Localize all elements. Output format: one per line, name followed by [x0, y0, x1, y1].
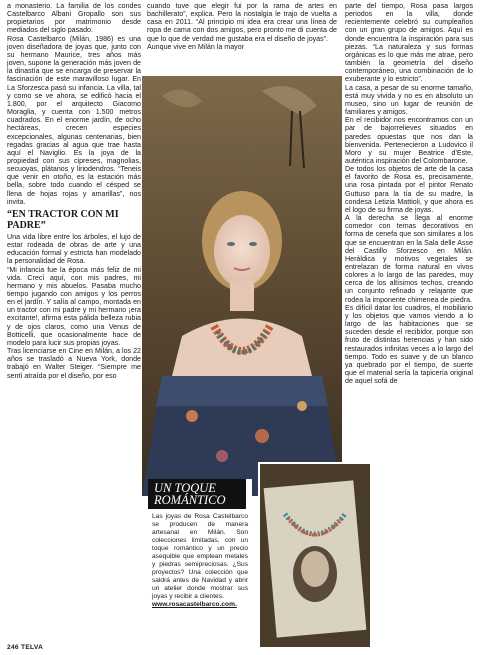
col3-paragraph: parte del tiempo, Rosa pasa largos periodos en la villa, donde recientemente celebró su cumpleaños con un gran grupo de amigos. Aquí es donde encuentra la inspiración para sus piezas. “La naturaleza y sus formas orgánicas es lo que más me atrae, pero también la geometría del diseño contemporáneo, una combinación de lo exuberante y lo estricto”.	[345, 2, 473, 84]
article-column-1	[7, 2, 141, 642]
section-heading: “EN TRACTOR CON MI PADRE”	[7, 208, 119, 231]
col2-paragraph: Aunque vive en Milán la mayor	[147, 42, 244, 51]
col3-paragraph: La casa, a pesar de su enorme tamaño, está muy vivida y no es en absoluto un museo, sino un lugar de reunión de familiares y amigos.	[345, 83, 473, 117]
sidebar-body: Las joyas de Rosa Castelbarco se producen de manera artesanal en Milán. Son colecciones limitadas, con un toque romántico y un precio asequible que emplean metales y piedras semipreciosas. ¿Sus proyectos? Una colección que saldrá antes de Navidad y abrir un atelier donde mostrar sus joyas y recibir a clientes. www.rosacastelbarco.com.	[152, 513, 248, 608]
col1-paragraph: Una vida libre entre los árboles, el lujo de estar rodeada de obras de arte y una educación formal y estricta han modelado la personalidad de Rosa.	[7, 232, 141, 266]
website-link[interactable]: www.rosacastelbarco.com.	[152, 601, 237, 608]
sidebar-title: UN TOQUE ROMÁNTICO	[148, 479, 246, 509]
col1-paragraph: “Mi infancia fue la época más feliz de mi vida. Crecí aquí, con mis padres, mi hermano y mis abuelos. Pasaba mucho tiempo jugando con amigos y los perros en el jardín. Y salía al campo, montada en un tractor con mi padre y mi hermano ¡era excitante!, afirma esta pálida belleza rubia y de ojos claros, como una Venus de Botticelli, que ocasionalmente hace de modelo para lucir sus propias joyas.	[7, 265, 141, 347]
col1-paragraph: Rosa Castelbarco (Milán, 1986) es una joven diseñadora de joyas que, junto con su hermano Maurice, tres años más joven, supone la generación más joven de la dinastía que se encarga de preservar la fascinación de este maravilloso lugar. En La Sforzesca pasó su infancia. La villa, tal y como se ve ahora, se edificó hacia el 1.800, por el arquitecto Giacomo Moraglia, y cuenta con 1.500 metros cuadrados. En el enorme jardín, de ocho hectáreas, crecen especies excepcionales, algunas centenarias, bien regadas gracias al agua que trae hasta aquí el Naviglio. Es la joya de la propiedad con sus cipreses, magnolias, secuoyas, plátanos y liriodendros. “Teneis que venir en otoño, es la estación más bella, sobre todo cuando el césped se llena de hojas rojas y amarillas”, nos invita.	[7, 34, 141, 206]
col3-paragraph: A la derecha se llega al enorme comedor con temas decorativos en forma de cenefa que son similares a los que se encuentran en la Sala delle Asse del Castillo Sforzesco en Milán. Heráldica y motivos vegetales se entrelazan de forma natural en vivos colores a lo largo de las paredes, muy cerca de los altísimos techos, creando un conjunto refinado y relajante que rodea la imponente chimenea de piedra.	[345, 214, 473, 304]
col1-paragraph: Tras licenciarse en Cine en Milán, a los 22 años se trasladó a Nueva York, donde trabajó en Walter Steiger. “Siempre me sentí atraída por el diseño, por eso	[7, 347, 141, 380]
col3-paragraph: En el recibidor nos encontramos con un par de bajorrelieves situados en paredes opuestas que nos dan la bienvenida. Pertenecieron a Ludovico il Moro y su mujer Beatrice d'Este, auténtica inspiración del Colombarone.	[345, 116, 473, 165]
col1-paragraph: a monasterio. La familia de los condes Castelbarco Albani Gropallo son sus propietarios por matrimonio desde mediados del siglo pasado.	[7, 2, 141, 35]
page-folio: 246 TELVA	[7, 644, 44, 651]
col2-paragraph: cuando tuve que elegir fui por la rama de artes en bachillerato”, explica. Pero la nostalgia le trajo de vuelta a casa en 2011. “Al principio mi idea era crear una línea de ropa de cama con dos amigos, pero pronto me di cuenta de que lo que de verdad me gustaba era el diseño de joyas”.	[147, 2, 337, 43]
col3-paragraph: Es difícil datar los cuadros, el mobiliario y los objetos que vamos viendo a lo largo de las habitaciones que se suceden desde el recibidor, porque son fruto de distintas herencias y han sido restaurados infinitas veces a lo largo del tiempo. Todo es suave y de un blanco ya quebrado por el tiempo, de suerte que el material sería la tapicería original de aquel sofá de	[345, 303, 473, 386]
sidebar-box	[148, 479, 252, 639]
portrait-photo	[142, 76, 342, 496]
col3-paragraph: De todos los objetos de arte de la casa el favorito de Rosa es, precisamente, una rosa pintada por el pintor Renato Guttuso para la tía de su madre, la condesa Letizia Mattioli, y que ahora es el logo de su firma de joyas.	[345, 165, 473, 214]
article-column-3	[345, 2, 473, 642]
article-column-2	[147, 2, 337, 51]
